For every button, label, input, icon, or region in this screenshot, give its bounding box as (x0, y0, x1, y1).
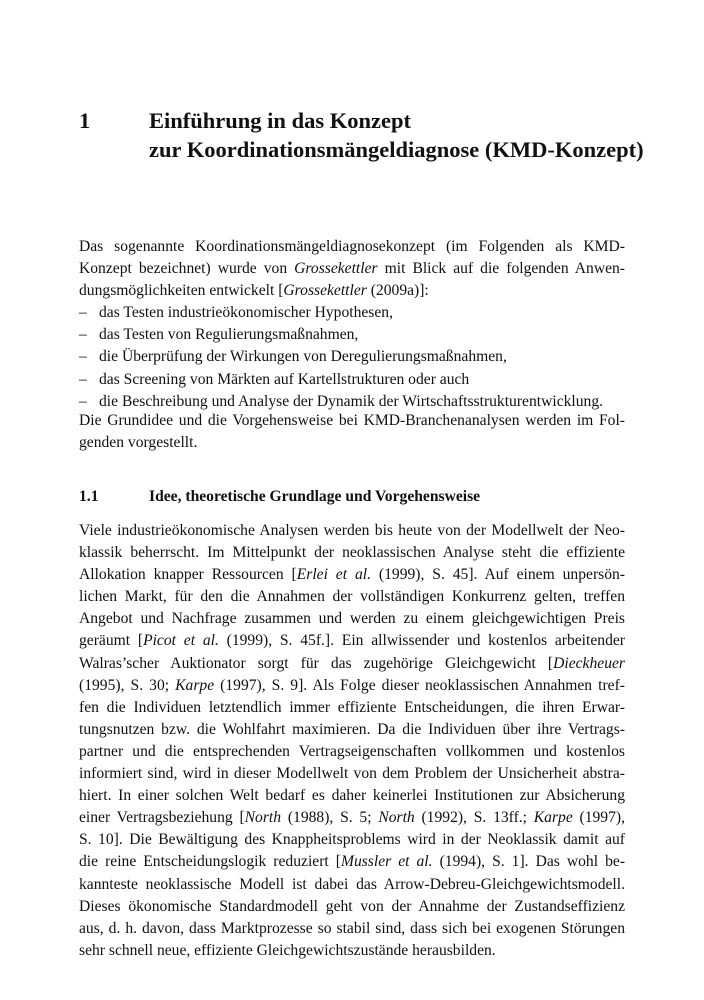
author-name: Karpe (175, 676, 215, 694)
paragraph-line: partner und die entsprechenden Vertragseigenschaften vollkommen und kostenlos (79, 742, 625, 760)
paragraph-line: Viele industrieökonomische Analysen werden bis heute von der Modellwelt der Neo- (79, 522, 625, 539)
paragraph-line: sehr schnell neue, effiziente Gleichgewichtszustände herausbilden. (79, 941, 496, 959)
paragraph-line: Die Grundidee und die Vorgehensweise bei KMD-Branchenanalysen werden im Fol- (79, 412, 625, 429)
chapter-title-line-2: zur Koordinationsmängeldiagnose (KMD-Konzept) (149, 137, 644, 162)
paragraph-line: einer Vertragsbeziehung [North (1988), S. 5; North (1992), S. 13ff.; Karpe (1997), (79, 809, 625, 827)
intro-line: Das sogenannte Koordinationsmängeldiagnosekonzept (im Folgenden als KMD- (79, 238, 625, 255)
paragraph-line: genden vorgestellt. (79, 434, 198, 452)
chapter-heading (79, 106, 644, 164)
list-item: – das Testen industrieökonomischer Hypothesen, (79, 304, 393, 322)
paragraph-line: S. 10]. Die Bewältigung des Knappheitsproblems wird in der Neoklassik damit auf (79, 831, 625, 849)
chapter-title-line-1: Einführung in das Konzept (149, 108, 411, 133)
paragraph-line: die reine Entscheidungslogik reduziert [Mussler et al. (1994), S. 1]. Das wohl be- (79, 853, 626, 871)
author-name: Grossekettler (294, 260, 378, 278)
intro-paragraph (79, 236, 625, 413)
list-item: – die Beschreibung und Analyse der Dynamik der Wirtschaftsstrukturentwicklung. (79, 392, 604, 410)
section-number: 1.1 (79, 488, 99, 505)
author-name: North (378, 809, 415, 827)
author-name: Grossekettler (283, 282, 367, 300)
paragraph-line: kannteste neoklassische Modell ist dabei das Arrow-Debreu-Gleichgewichtsmodell. (79, 875, 625, 893)
paragraph-line: Dieses ökonomische Standardmodell geht von der Annahme der Zustandseffizienz (79, 897, 625, 915)
intro-line: dungsmöglichkeiten entwickelt [Grossekettler (2009a)]: (79, 282, 429, 300)
intro-closing-paragraph (79, 410, 625, 454)
author-name: Picot et al. (143, 632, 219, 650)
intro-line: Konzept bezeichnet) wurde von Grossekettler mit Blick auf die folgenden Anwen- (79, 260, 626, 278)
use-case-list (79, 302, 625, 412)
paragraph-line: Allokation knapper Ressourcen [Erlei et al. (1999), S. 45]. Auf einem unpersön- (79, 566, 625, 584)
author-name: Karpe (533, 809, 573, 827)
paragraph-line: klassik beherrscht. Im Mittelpunkt der neoklassischen Analyse steht die effiziente (79, 544, 625, 562)
paragraph-line: aus, d. h. davon, dass Marktprozesse so stabil sind, dass sich bei exogenen Störungen (79, 919, 625, 937)
author-name: Mussler et al. (340, 853, 433, 871)
paragraph-line: hiert. In einer solchen Welt bedarf es daher keinerlei Institutionen zur Absicherung (79, 787, 625, 805)
paragraph-line: (1995), S. 30; Karpe (1997), S. 9]. Als Folge dieser neoklassischen Annahmen tref- (79, 676, 625, 694)
paragraph-line: geräumt [Picot et al. (1999), S. 45f.]. Ein allwissender und kostenlos arbeitender (79, 632, 625, 650)
paragraph-line: Angebot und Nachfrage zusammen und werden zu einem gleichgewichtigen Preis (79, 610, 625, 628)
author-name: Dieckheuer (553, 654, 625, 672)
chapter-number: 1 (79, 108, 91, 133)
author-name: Erlei et al. (296, 566, 371, 584)
paragraph-line: Walras’scher Auktionator sorgt für das zugehörige Gleichgewicht [Dieckheuer (79, 654, 625, 672)
paragraph-line: fen die Individuen letztendlich immer effiziente Entscheidungen, die ihren Erwar- (79, 698, 625, 716)
section-heading (79, 487, 625, 507)
main-paragraph (79, 520, 625, 962)
list-item: – das Testen von Regulierungsmaßnahmen, (79, 326, 359, 344)
paragraph-line: informiert sind, wird in dieser Modellwelt von dem Problem der Unsicherheit abstra- (79, 765, 625, 783)
paragraph-line: lichen Markt, für den die Annahmen der vollständigen Konkurrenz gelten, treffen (79, 588, 625, 606)
list-item: – das Screening von Märkten auf Kartellstrukturen oder auch (79, 370, 470, 388)
section-title: Idee, theoretische Grundlage und Vorgehensweise (149, 488, 481, 505)
list-item: – die Überprüfung der Wirkungen von Deregulierungsmaßnahmen, (79, 348, 507, 366)
paragraph-line: tungsnutzen bzw. die Wohlfahrt maximieren. Da die Individuen über ihre Vertrags- (79, 720, 625, 738)
author-name: North (244, 809, 282, 827)
